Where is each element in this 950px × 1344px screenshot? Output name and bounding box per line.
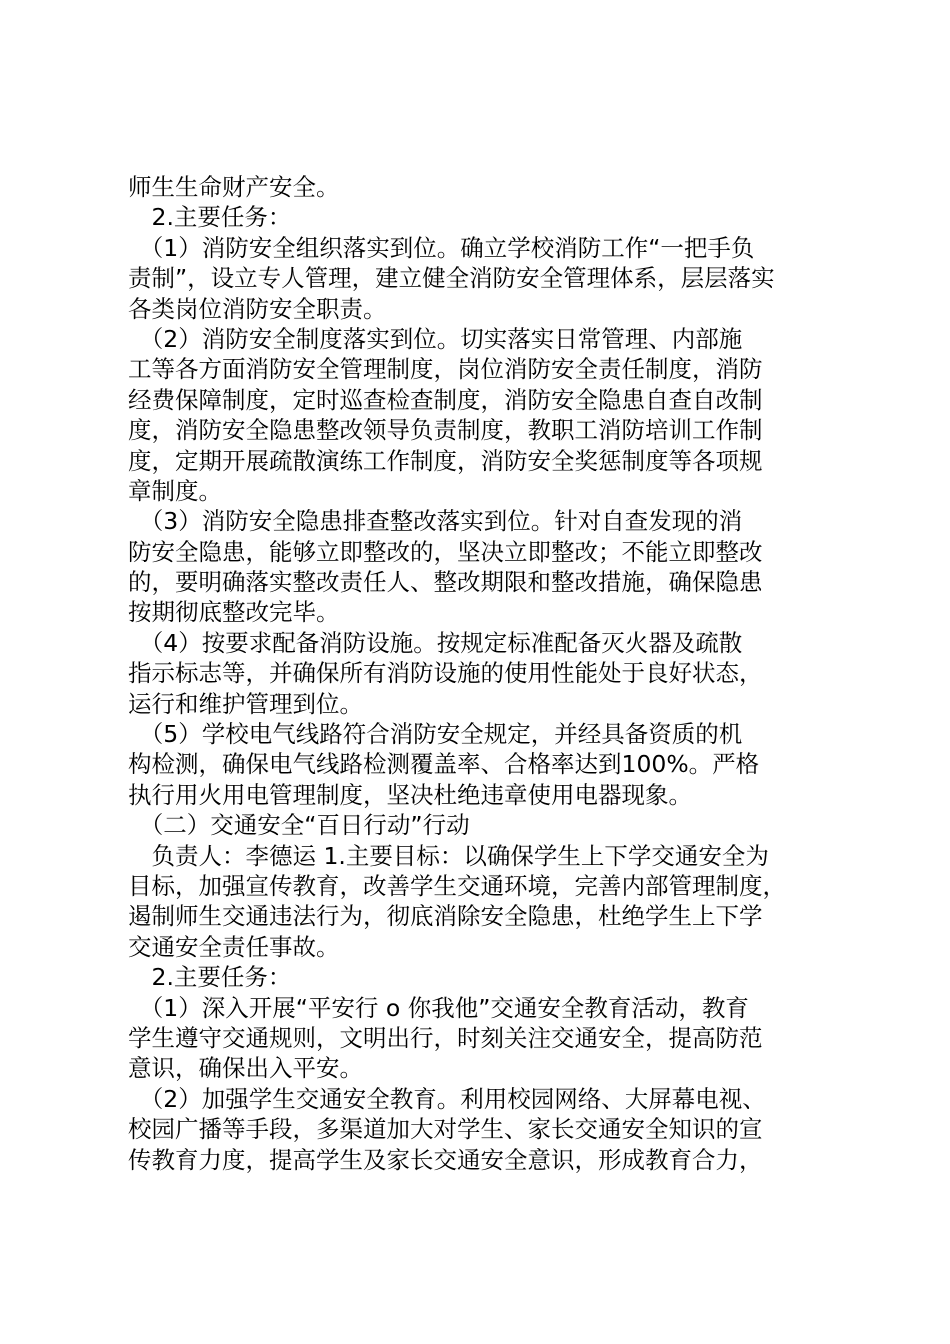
text-line: 负责人：李德运 1.主要目标：以确保学生上下学交通安全为 — [128, 841, 769, 870]
text-line: 传教育力度，提高学生及家长交通安全意识，形成教育合力， — [128, 1145, 763, 1174]
text-line: 各类岗位消防安全职责。 — [128, 294, 387, 323]
text-line: 师生生命财产安全。 — [128, 173, 340, 201]
text-line: （5）学校电气线路符合消防安全规定，并经具备资质的机 — [128, 720, 743, 749]
text-line: （4）按要求配备消防设施。按规定标准配备灭火器及疏散 — [128, 628, 743, 657]
text-line: 运行和维护管理到位。 — [128, 689, 363, 718]
text-line: 工等各方面消防安全管理制度，岗位消防安全责任制度，消防 — [128, 355, 763, 384]
text-line: 交通安全责任事故。 — [128, 932, 340, 961]
text-line: 度，消防安全隐患整改领导负责制度，教职工消防培训工作制 — [128, 416, 763, 445]
text-line: 责制”，设立专人管理，建立健全消防安全管理体系，层层落实 — [128, 264, 775, 293]
text-line: （二）交通安全“百日行动”行动 — [128, 811, 470, 840]
text-line: 校园广播等手段，多渠道加大对学生、家长交通安全知识的宣 — [128, 1115, 763, 1144]
text-line: 按期彻底整改完毕。 — [128, 598, 340, 627]
text-line: 2.主要任务： — [128, 203, 292, 232]
text-line: 的，要明确落实整改责任人、整改期限和整改措施，确保隐患 — [128, 568, 763, 597]
text-line: 指示标志等，并确保所有消防设施的使用性能处于良好状态， — [128, 659, 763, 688]
text-line: 执行用火用电管理制度，坚决杜绝违章使用电器现象。 — [128, 780, 692, 809]
text-line: 防安全隐患，能够立即整改的，坚决立即整改；不能立即整改 — [128, 537, 763, 566]
text-line: 2.主要任务： — [128, 963, 292, 992]
text-line: 经费保障制度，定时巡查检查制度，消防安全隐患自查自改制 — [128, 385, 763, 414]
document-body — [128, 172, 828, 1175]
text-line: 构检测，确保电气线路检测覆盖率、合格率达到100%。严格 — [128, 750, 760, 779]
text-line: 意识，确保出入平安。 — [128, 1054, 363, 1083]
text-line: （1）深入开展“平安行 o 你我他”交通安全教育活动，教育 — [128, 993, 749, 1022]
text-line: （1）消防安全组织落实到位。确立学校消防工作“一把手负 — [128, 233, 755, 262]
text-line: 遏制师生交通违法行为，彻底消除安全隐患，杜绝学生上下学 — [128, 902, 763, 931]
text-line: （3）消防安全隐患排查整改落实到位。针对自查发现的消 — [128, 507, 743, 536]
text-line: （2）加强学生交通安全教育。利用校园网络、大屏幕电视、 — [128, 1084, 766, 1113]
text-line: 度，定期开展疏散演练工作制度，消防安全奖惩制度等各项规 — [128, 446, 763, 475]
text-line: 目标，加强宣传教育，改善学生交通环境，完善内部管理制度， — [128, 871, 786, 900]
text-line: （2）消防安全制度落实到位。切实落实日常管理、内部施 — [128, 324, 743, 353]
text-line: 学生遵守交通规则，文明出行，时刻关注交通安全，提高防范 — [128, 1023, 763, 1052]
text-line: 章制度。 — [128, 476, 222, 505]
